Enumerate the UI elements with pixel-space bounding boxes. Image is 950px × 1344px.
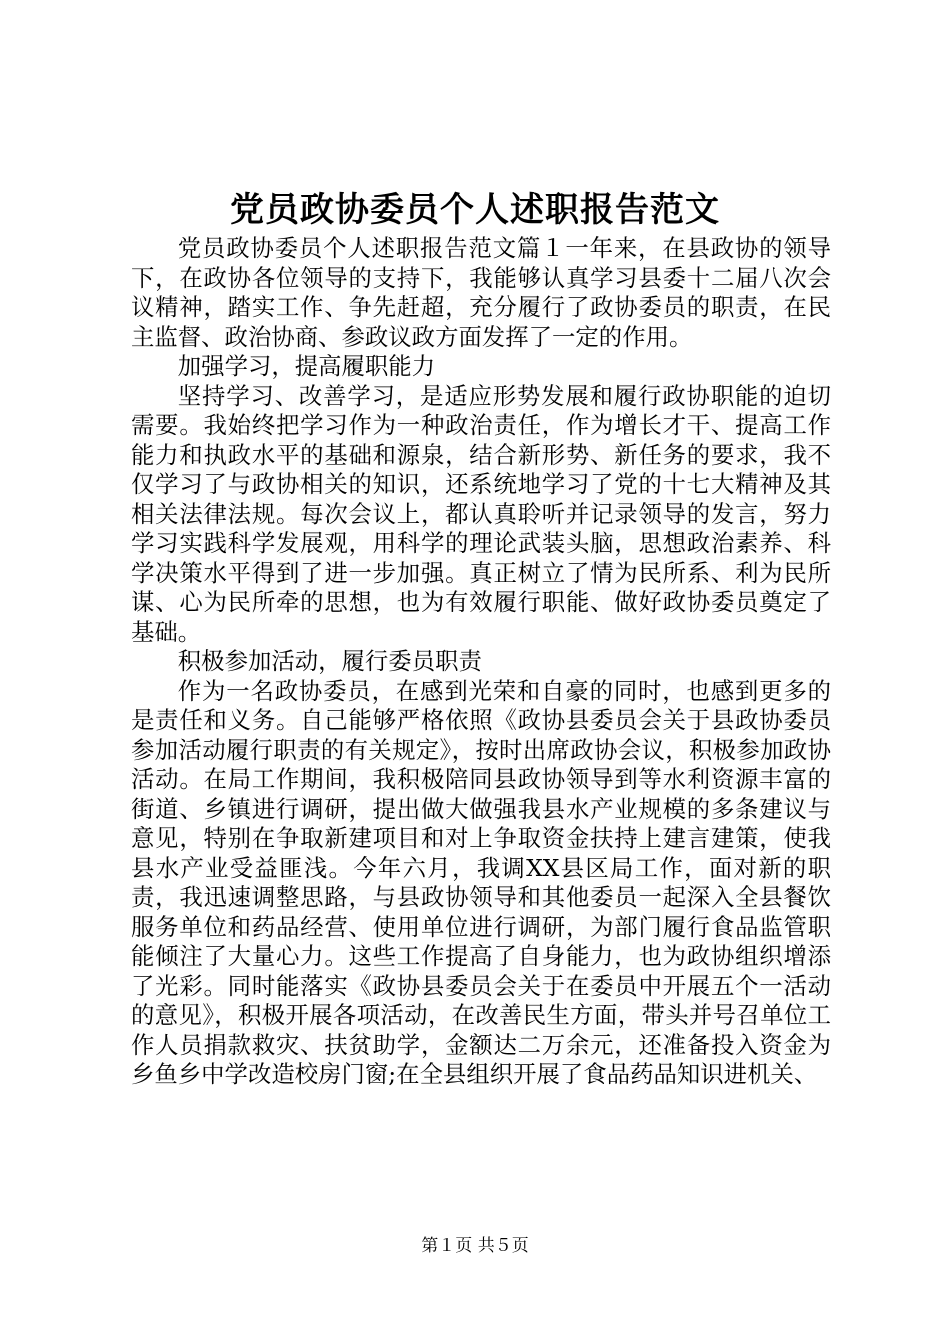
document-title: 党员政协委员个人述职报告范文 [230,190,720,230]
activities-paragraph: 作为一名政协委员，在感到光荣和自豪的同时，也感到更多的是责任和义务。自己能够严格依照《政协县委员会关于县政协委员参加活动履行职责的有关规定》，按时出席政协会议，积极参加政协活动。在局工作期间，我积极陪同县政协领导到等水利资源丰富的街道、乡镇进行调研，提出做大做强我县水产业规模的多条建议与意见，特别在争取新建项目和对上争取资金扶持上建言建策，使我县水产业受益匪浅。今年六月，我调XX县区局工作，面对新的职责，我迅速调整思路，与县政协领导和其他委员一起深入全县餐饮服务单位和药品经营、使用单位进行调研，为部门履行食品监管职能倾注了大量心力。这些工作提高了自身能力，也为政协组织增添了光彩。同时能落实《政协县委员会关于在委员中开展五个一活动的意见》，积极开展各项活动，在改善民生方面，带头并号召单位工作人员捐款救灾、扶贫助学，金额达二万余元，还准备投入资金为乡鱼乡中学改造校房门窗;在全县组织开展了食品药品知识进机关、 [131,676,831,1088]
document-body [131,234,831,1090]
section-heading-activities: 积极参加活动，履行委员职责 [177,647,482,675]
study-paragraph: 坚持学习、改善学习，是适应形势发展和履行政协职能的迫切需要。我始终把学习作为一种政治责任，作为增长才干、提高工作能力和执政水平的基础和源泉，结合新形势、新任务的要求，我不仅学习了与政协相关的知识，还系统地学习了党的十七大精神及其相关法律法规。每次会议上，都认真聆听并记录领导的发言，努力学习实践科学发展观，用科学的理论武装头脑，思想政治素养、科学决策水平得到了进一步加强。真正树立了情为民所系、利为民所谋、心为民所牵的思想，也为有效履行职能、做好政协委员奠定了基础。 [131,381,831,646]
page-number-footer: 第１页 共５页 [421,1236,529,1256]
intro-paragraph: 党员政协委员个人述职报告范文篇１一年来，在县政协的领导下，在政协各位领导的支持下，我能够认真学习县委十二届八次会议精神，踏实工作、争先赶超，充分履行了政协委员的职责，在民主监督、政治协商、参政议政方面发挥了一定的作用。 [131,234,831,351]
section-heading-study: 加强学习，提高履职能力 [177,352,436,380]
